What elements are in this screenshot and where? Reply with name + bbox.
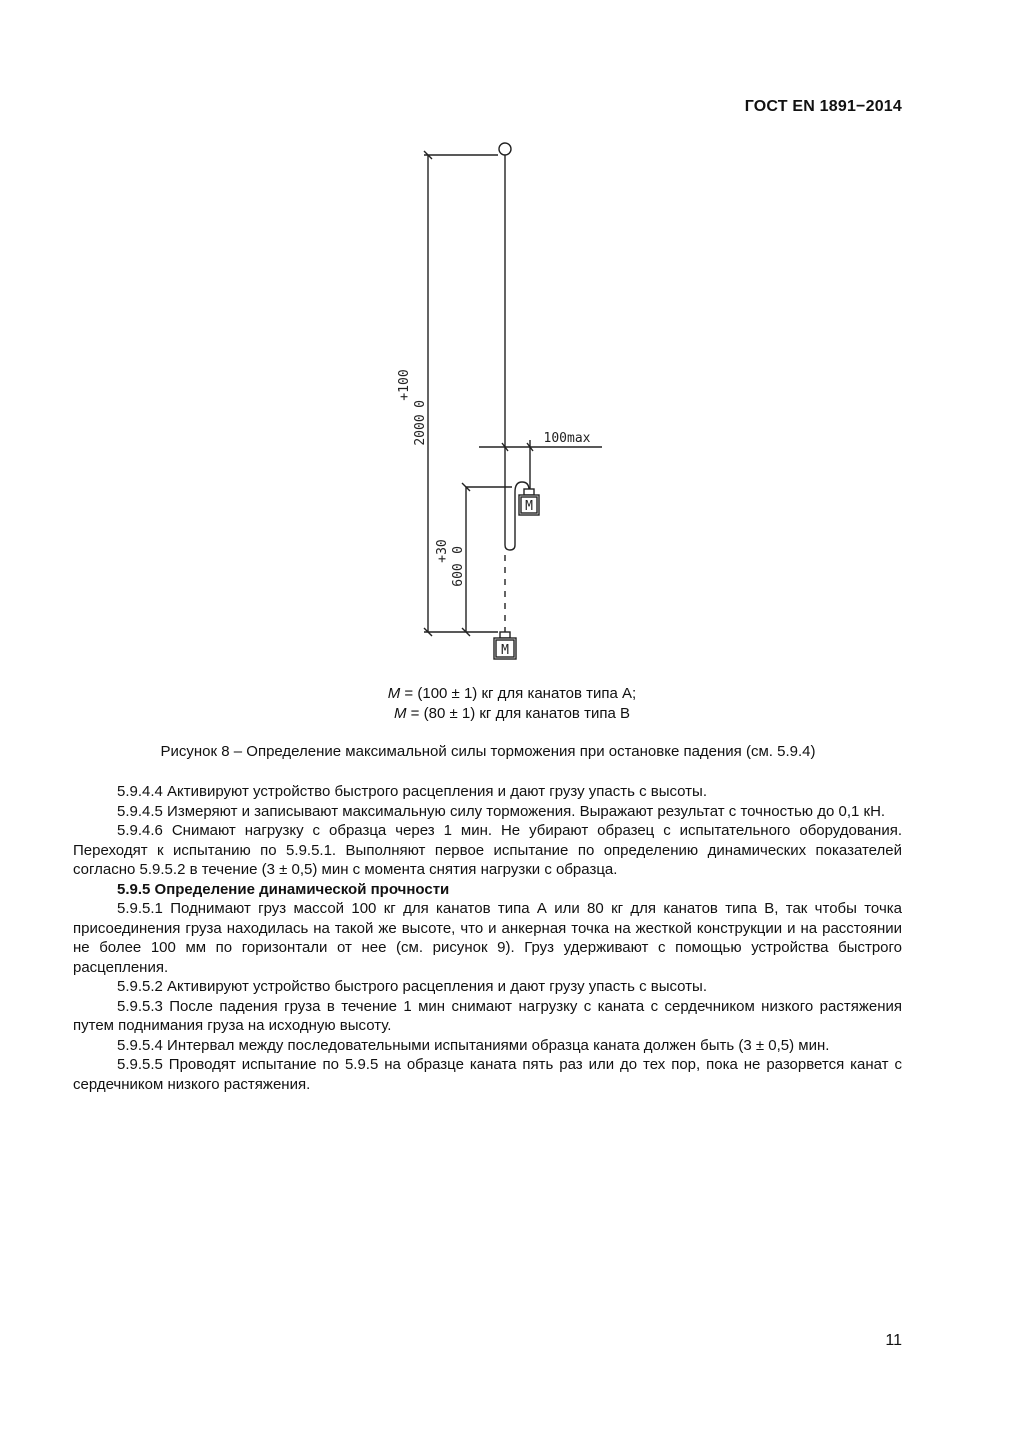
dim-600-tol-lower: 0 — [451, 546, 466, 554]
paragraph-5-9-4-4: 5.9.4.4 Активируют устройство быстрого расцепления и дают грузу упасть с высоты. — [117, 783, 708, 800]
test-setup-drawing — [0, 0, 1024, 700]
figure-legend — [0, 684, 1024, 724]
mass-lower-label: М — [501, 643, 509, 658]
section-heading-5-9-5: 5.9.5 Определение динамической прочности — [117, 880, 450, 898]
paragraph-5-9-5-4: 5.9.5.4 Интервал между последовательными испытаниями образца каната должен быть (3 ± 0,5) мин. — [117, 1036, 830, 1054]
paragraph-5-9-5-5: 5.9.5.5 Проводят испытание по 5.9.5 на образце каната пять раз или до тех пор, пока не разорвется канат с сердечником низкого растяжения. — [73, 1056, 902, 1093]
paragraph-5-9-5-2: 5.9.5.2 Активируют устройство быстрого расцепления и дают грузу упасть с высоты. — [117, 978, 708, 995]
figure-8 — [0, 0, 1024, 700]
anchor-point-icon — [499, 143, 511, 155]
legend-line-type-a: M = (100 ± 1) кг для канатов типа А; — [387, 685, 637, 702]
paragraph-5-9-5-1: 5.9.5.1 Поднимают груз массой 100 кг для канатов типа А или 80 кг для канатов типа В, так чтобы точка присоединения груза находилась на такой же высоте, что и анкерная точка на жесткой конструкции и на расстоянии не более 100 мм по горизонтали от нее (см. рисунок 9). Груз удерживают с помощью устройства быстрого расцепления. — [73, 900, 902, 976]
body-text — [73, 782, 902, 1094]
dim-2000-value: 2000 — [413, 414, 428, 446]
legend-line-type-b: M = (80 ± 1) кг для канатов типа В — [394, 705, 630, 722]
document-header: ГОСТ EN 1891−2014 — [744, 98, 902, 115]
dim-600-value: 600 — [451, 563, 466, 587]
dim-offset-value: 100max — [543, 431, 591, 446]
dim-2000-tol-upper: +100 — [397, 369, 412, 401]
paragraph-5-9-4-5: 5.9.4.5 Измеряют и записывают максимальную силу торможения. Выражают результат с точностью до 0,1 кН. — [117, 802, 886, 820]
figure-caption: Рисунок 8 – Определение максимальной силы торможения при остановке падения (см. 5.9.4) — [160, 743, 816, 760]
page-number: 11 — [885, 1332, 902, 1349]
dim-600-tol-upper: +30 — [435, 539, 450, 563]
dim-2000-tol-lower: 0 — [413, 400, 428, 408]
paragraph-5-9-5-3: 5.9.5.3 После падения груза в течение 1 мин снимают нагрузку с каната с сердечником низкого растяжения путем поднимания груза на исходную высоту. — [73, 997, 902, 1034]
mass-upper-label: М — [525, 499, 533, 514]
paragraph-5-9-4-6: 5.9.4.6 Снимают нагрузку с образца через 1 мин. Не убирают образец с испытательного оборудования. Переходят к испытанию по 5.9.5.1. Выполняют первое испытание по определению динамических показателей согласно 5.9.5.2 в течение (3 ± 0,5) мин с момента снятия нагрузки с образца. — [73, 822, 902, 878]
